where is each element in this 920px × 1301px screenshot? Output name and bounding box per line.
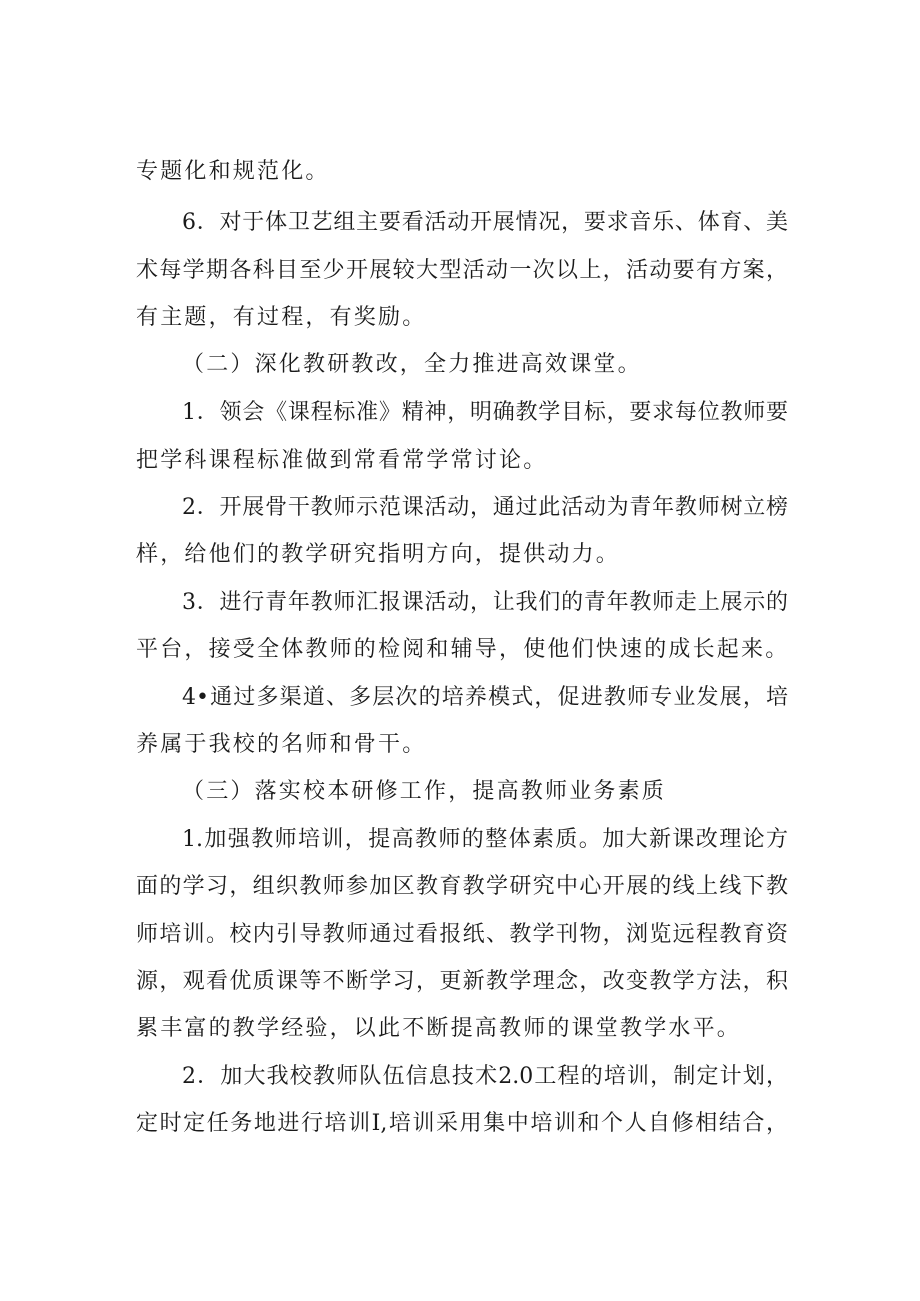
text-line: 4•通过多渠道、多层次的培养模式，促进教师专业发展，培 [182,685,788,710]
text-line: 养属于我校的名师和骨干。 [136,732,427,757]
text-line: 1.加强教师培训，提高教师的整体素质。加大新课改理论方 [182,827,788,852]
text-line: 3．进行青年教师汇报课活动，让我们的青年教师走上展示的 [182,590,788,615]
text-line: 师培训。校内引导教师通过看报纸、教学刊物，浏览远程教育资 [136,922,788,947]
text-line: 2．开展骨干教师示范课活动，通过此活动为青年教师树立榜 [182,495,788,520]
text-line: 把学科课程标准做到常看常学常讨论。 [136,448,548,473]
text-line: 平台，接受全体教师的检阅和辅导，使他们快速的成长起来。 [136,637,790,662]
text-line: 1．领会《课程标准》精神，明确教学目标，要求每位教师要 [182,400,788,425]
text-line: 样，给他们的教学研究指明方向，提供动力。 [136,542,621,567]
section-heading: （二）深化教研教改，全力推进高效课堂。 [182,352,642,377]
text-line: 累丰富的教学经验，以此不断提高教师的课堂教学水平。 [136,1016,742,1041]
text-line: 6．对于体卫艺组主要看活动开展情况，要求音乐、体育、美 [182,210,788,235]
text-line: 源，观看优质课等不断学习，更新教学理念，改变教学方法，积 [136,969,788,994]
text-line: 专题化和规范化。 [136,159,330,184]
text-line: 术每学期各科目至少开展较大型活动一次以上，活动要有方案， [136,258,788,283]
text-line: 定时定任务地进行培训I,培训采用集中培训和个人自修相结合， [136,1111,788,1136]
section-heading: （三）落实校本研修工作，提高教师业务素质 [182,779,667,804]
text-line: 2．加大我校教师队伍信息技术2.0工程的培训，制定计划， [182,1064,788,1089]
text-line: 面的学习，组织教师参加区教育教学研究中心开展的线上线下教 [136,874,788,899]
text-line: 有主题，有过程，有奖励。 [136,305,427,330]
